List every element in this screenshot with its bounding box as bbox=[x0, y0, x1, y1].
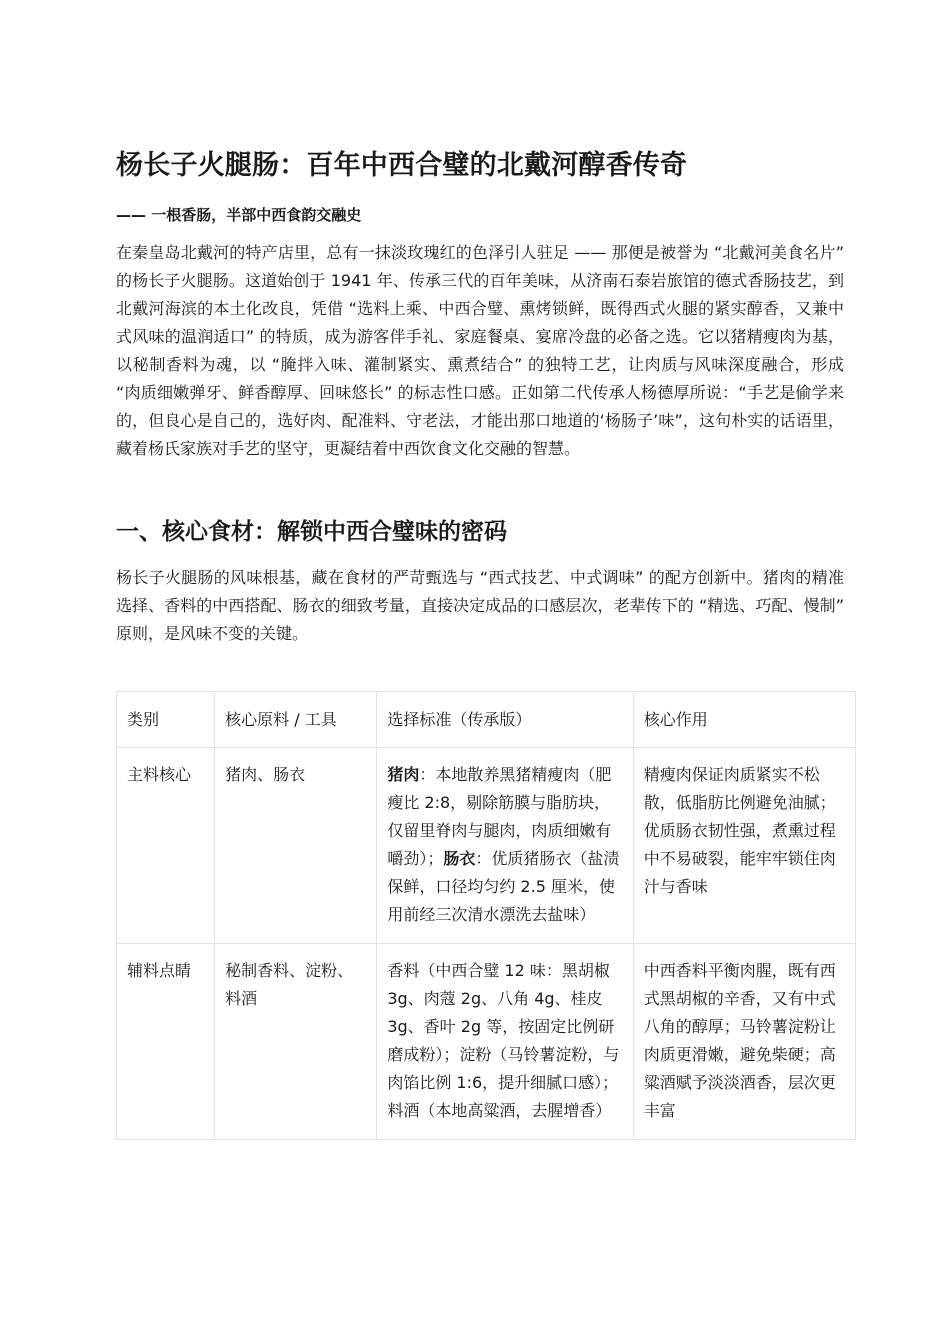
section-intro-paragraph: 杨长子火腿肠的风味根基，藏在食材的严苛甄选与 “西式技艺、中式调味” 的配方创新中。猪肉的精准选择、香料的中西搭配、肠衣的细致考量，直接决定成品的口感层次，老辈传下的 “精选、巧配、慢制” 原则，是风味不变的关键。 bbox=[116, 568, 844, 643]
intro-paragraph: 在秦皇岛北戴河的特产店里，总有一抹淡玫瑰红的色泽引人驻足 —— 那便是被誉为 “北戴河美食名片” 的杨长子火腿肠。这道始创于 1941 年、传承三代的百年美味，从济南石泰岩旅馆的德式香肠技艺，到北戴河海滨的本土化改良，凭借 “选料上乘、中西合璧、熏烤锁鲜，既得西式火腿的紧实醇香，又兼中式风味的温润适口” 的特质，成为游客伴手礼、家庭餐桌、宴席冷盘的必备之选。它以猪精瘦肉为基，以秘制香料为魂，以 “腌拌入味、灌制紧实、熏煮结合” 的独特工艺，让肉质与风味深度融合，形成 “肉质细嫩弹牙、鲜香醇厚、回味悠长” 的标志性口感。正如第二代传承人杨德厚所说：“手艺是偷学来的，但良心是自己的，选好肉、配准料、守老法，才能出那口地道的‘杨肠子’味”，这句朴实的话语里，藏着杨氏家族对手艺的坚守，更凝结着中西饮食文化交融的智慧。 bbox=[116, 243, 844, 458]
cell-criteria bbox=[377, 748, 633, 944]
cell-category: 辅料点睛 bbox=[117, 944, 215, 1140]
ingredients-table bbox=[116, 691, 856, 1140]
header-category: 类别 bbox=[117, 692, 215, 748]
document-title: 杨长子火腿肠：百年中西合璧的北戴河醇香传奇 bbox=[116, 150, 688, 181]
cell-criteria: 香料（中西合璧 12 味：黑胡椒 3g、肉蔻 2g、八角 4g、桂皮 3g、香叶 2g 等，按固定比例研磨成粉）；淀粉（马铃薯淀粉，与肉馅比例 1:6，提升细腻口感）；料酒（本地高粱酒，去腥增香） bbox=[377, 944, 633, 1140]
header-criteria: 选择标准（传承版） bbox=[377, 692, 633, 748]
pork-criteria-text: ：本地散养黑猪精瘦肉（肥瘦比 2:8，剔除筋膜与脂肪块，仅留里脊肉与腿肉，肉质细嫩有嚼劲）； bbox=[387, 765, 612, 868]
cell-effect: 中西香料平衡肉腥，既有西式黑胡椒的辛香，又有中式八角的醇厚；马铃薯淀粉让肉质更滑嫩，避免柴硬；高粱酒赋予淡淡酒香，层次更丰富 bbox=[633, 944, 855, 1140]
table-row bbox=[117, 944, 856, 1140]
section-heading-core-ingredients: 一、核心食材：解锁中西合璧味的密码 bbox=[116, 519, 507, 545]
header-materials: 核心原料 / 工具 bbox=[215, 692, 377, 748]
term-pork: 猪肉 bbox=[387, 765, 420, 784]
cell-materials: 猪肉、肠衣 bbox=[215, 748, 377, 944]
cell-effect: 精瘦肉保证肉质紧实不松散，低脂肪比例避免油腻；优质肠衣韧性强，煮熏过程中不易破裂，能牢牢锁住肉汁与香味 bbox=[633, 748, 855, 944]
header-effect: 核心作用 bbox=[633, 692, 855, 748]
document-subtitle: —— 一根香肠，半部中西食韵交融史 bbox=[116, 206, 362, 224]
cell-materials: 秘制香料、淀粉、料酒 bbox=[215, 944, 377, 1140]
casing-criteria-text: ：优质猪肠衣（盐渍保鲜，口径均匀约 2.5 厘米，使用前经三次清水漂洗去盐味） bbox=[387, 849, 620, 924]
term-casing: 肠衣 bbox=[443, 849, 476, 868]
table-row bbox=[117, 748, 856, 944]
table-header-row bbox=[117, 692, 856, 748]
cell-category: 主料核心 bbox=[117, 748, 215, 944]
